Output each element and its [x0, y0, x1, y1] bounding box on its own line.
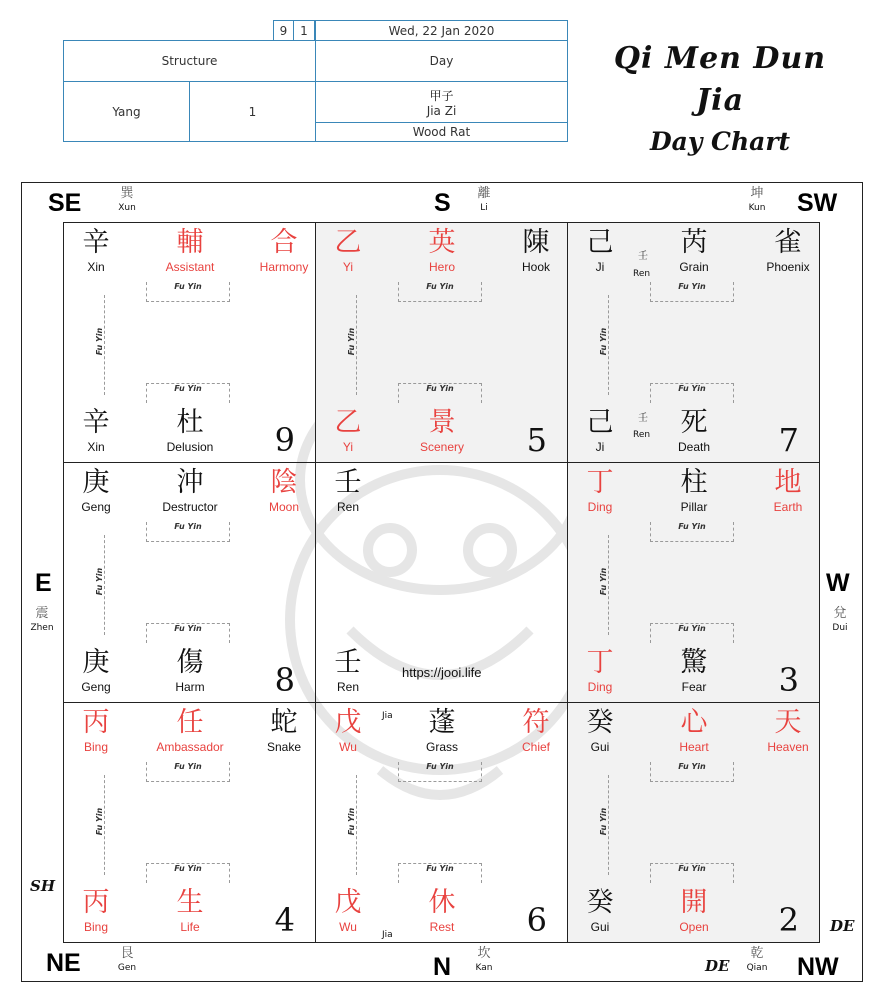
- earth-stem-name: Ji: [595, 440, 605, 454]
- door-chinese: 驚: [680, 647, 708, 678]
- chart-title: [595, 38, 845, 162]
- direction-n: N: [433, 953, 452, 981]
- deity-chinese: 陳: [522, 227, 550, 258]
- earth-stem: [568, 647, 640, 695]
- heaven-stem-chinese: 丙: [82, 707, 110, 738]
- palace-ne[interactable]: [64, 703, 316, 942]
- title-line-2: Day Chart: [649, 127, 791, 156]
- star-chinese: 任: [176, 707, 204, 738]
- heaven-stem-chinese: 辛: [82, 227, 110, 258]
- trigram-se-chinese: 巽: [120, 186, 134, 201]
- day-pillar-chinese: 甲子: [429, 88, 454, 103]
- star: [402, 707, 482, 755]
- star-name: Destructor: [162, 500, 218, 514]
- trigram-n: [464, 946, 504, 974]
- heaven-stem-name: Xin: [87, 260, 105, 274]
- yin-yang-value: Yang: [63, 81, 190, 142]
- day-pillar: [315, 81, 568, 123]
- direction-w: W: [826, 569, 850, 597]
- day-pillar-pinyin: Jia Zi: [426, 103, 457, 118]
- trigram-w-chinese: 兌: [833, 606, 847, 621]
- palace-grid: [63, 222, 820, 943]
- trigram-sw: [737, 186, 777, 214]
- deity-name: Snake: [266, 740, 302, 754]
- star: [402, 227, 482, 275]
- trigram-ne-name: Gen: [117, 963, 137, 973]
- heaven-stem-name: Yi: [342, 260, 354, 274]
- deity: [244, 707, 316, 755]
- fu-yin-bottom: Fu Yin: [146, 863, 230, 883]
- earth-stem-chinese: 丁: [586, 647, 614, 678]
- fu-yin-top: Fu Yin: [398, 762, 482, 782]
- trigram-n-chinese: 坎: [477, 946, 491, 961]
- earth-stem-name: Wu: [339, 920, 357, 934]
- deity-name: Heaven: [767, 740, 809, 754]
- fu-yin-bottom: Fu Yin: [650, 383, 734, 403]
- palace-number: 4: [274, 901, 295, 939]
- deity-name: Harmony: [259, 260, 309, 274]
- structure-number: 1: [189, 81, 316, 142]
- earth-stem-name: Bing: [83, 920, 109, 934]
- earth-stem: [64, 407, 136, 455]
- star-name: Hero: [428, 260, 455, 274]
- door-name: Rest: [429, 920, 455, 934]
- star-chinese: 心: [680, 707, 708, 738]
- earth-stem-name: Ren: [336, 680, 359, 694]
- fu-yin-bottom: Fu Yin: [650, 623, 734, 643]
- door: [402, 887, 482, 935]
- hidden-stem-bottom-name: Ren: [633, 430, 651, 440]
- door: [150, 887, 230, 935]
- fu-yin-top: Fu Yin: [146, 282, 230, 302]
- fu-yin-side: Fu Yin: [95, 807, 105, 836]
- door-name: Harm: [175, 680, 205, 694]
- trigram-e-name: Zhen: [30, 623, 54, 633]
- de-marker-bottom: DE: [705, 957, 730, 975]
- door: [150, 647, 230, 695]
- deity: [748, 707, 819, 755]
- heaven-stem-chinese: 己: [586, 227, 614, 258]
- star-chinese: 柱: [680, 467, 708, 498]
- heaven-stem-name: Geng: [81, 500, 111, 514]
- heaven-stem: [64, 467, 136, 515]
- deity-chinese: 陰: [270, 467, 298, 498]
- door-name: Open: [679, 920, 709, 934]
- palace-nw[interactable]: [568, 703, 819, 942]
- trigram-n-name: Kan: [475, 963, 493, 973]
- door: [402, 407, 482, 455]
- trigram-e-chinese: 震: [35, 606, 49, 621]
- star-name: Grain: [679, 260, 709, 274]
- deity-name: Hook: [521, 260, 550, 274]
- door-name: Death: [677, 440, 711, 454]
- palace-number: 5: [526, 421, 547, 459]
- star-chinese: 沖: [176, 467, 204, 498]
- deity-chinese: 符: [522, 707, 550, 738]
- palace-se[interactable]: [64, 223, 316, 463]
- door-chinese: 生: [176, 887, 204, 918]
- star: [150, 707, 230, 755]
- fu-yin-side: Fu Yin: [95, 327, 105, 356]
- deity-chinese: 天: [774, 707, 802, 738]
- fu-yin-top: Fu Yin: [650, 522, 734, 542]
- star: [654, 467, 734, 515]
- fu-yin-top: Fu Yin: [650, 762, 734, 782]
- earth-stem-chinese: 丙: [82, 887, 110, 918]
- star: [654, 707, 734, 755]
- fu-yin-side: Fu Yin: [347, 327, 357, 356]
- fu-yin-top: Fu Yin: [650, 282, 734, 302]
- door-name: Scenery: [419, 440, 465, 454]
- deity: [496, 707, 568, 755]
- trigram-sw-chinese: 坤: [750, 186, 764, 201]
- fu-yin-bottom: Fu Yin: [398, 383, 482, 403]
- heaven-stem: [316, 707, 388, 755]
- trigram-se: [107, 186, 147, 214]
- deity-name: Earth: [773, 500, 803, 514]
- deity: [748, 227, 819, 275]
- star-name: Grass: [425, 740, 458, 754]
- star-chinese: 芮: [680, 227, 708, 258]
- earth-stem-chinese: 庚: [82, 647, 110, 678]
- heaven-stem: [568, 467, 640, 515]
- de-marker-right: DE: [830, 917, 855, 935]
- trigram-s-name: Li: [480, 203, 488, 213]
- star-chinese: 蓬: [428, 707, 456, 738]
- trigram-nw-name: Qian: [746, 963, 768, 973]
- earth-stem: [316, 647, 388, 695]
- chart-date: Wed, 22 Jan 2020: [315, 20, 568, 41]
- heaven-stem-chinese: 庚: [82, 467, 110, 498]
- trigram-w: [820, 606, 860, 634]
- earth-stem-chinese: 戊: [334, 887, 362, 918]
- star: [654, 227, 734, 275]
- deity-name: Chief: [521, 740, 550, 754]
- fu-yin-top: Fu Yin: [146, 522, 230, 542]
- heaven-stem-chinese: 癸: [586, 707, 614, 738]
- heaven-stem-chinese: 壬: [334, 467, 362, 498]
- deity-chinese: 蛇: [270, 707, 298, 738]
- deity: [748, 467, 819, 515]
- palace-number: 3: [778, 661, 799, 699]
- trigram-s-chinese: 離: [477, 186, 491, 201]
- structure-label: Structure: [63, 40, 316, 82]
- palace-number: 8: [274, 661, 295, 699]
- star-name: Pillar: [680, 500, 708, 514]
- deity-chinese: 地: [774, 467, 802, 498]
- star-name: Ambassador: [156, 740, 224, 754]
- hidden-stem-bottom-chinese: 壬: [638, 413, 648, 424]
- earth-stem-chinese: 癸: [586, 887, 614, 918]
- door: [654, 407, 734, 455]
- heaven-stem: [316, 467, 388, 515]
- direction-sw: SW: [797, 189, 838, 217]
- earth-stem-name: Ding: [587, 680, 613, 694]
- deity-chinese: 合: [270, 227, 298, 258]
- fu-yin-side: Fu Yin: [347, 807, 357, 836]
- heaven-stem-chinese: 乙: [334, 227, 362, 258]
- direction-nw: NW: [797, 953, 839, 981]
- fu-yin-top: Fu Yin: [398, 282, 482, 302]
- palace-number: 2: [778, 901, 799, 939]
- trigram-sw-name: Kun: [748, 203, 766, 213]
- heaven-stem: [568, 227, 640, 275]
- heaven-stem-chinese: 戊: [334, 707, 362, 738]
- direction-e: E: [35, 569, 52, 597]
- trigram-ne-chinese: 艮: [120, 946, 134, 961]
- palace-s[interactable]: [316, 223, 568, 463]
- info-number-a: 9: [273, 20, 294, 41]
- door-chinese: 死: [680, 407, 708, 438]
- star: [150, 227, 230, 275]
- heaven-stem: [316, 227, 388, 275]
- earth-stem: [64, 647, 136, 695]
- earth-stem-name: Xin: [87, 440, 105, 454]
- door: [654, 647, 734, 695]
- jia-marker-top: Jia: [382, 711, 393, 721]
- trigram-ne: [107, 946, 147, 974]
- door-name: Life: [180, 920, 200, 934]
- heaven-stem-name: Ding: [587, 500, 613, 514]
- trigram-e: [22, 606, 62, 634]
- fu-yin-bottom: Fu Yin: [146, 383, 230, 403]
- earth-stem: [568, 887, 640, 935]
- trigram-w-name: Dui: [832, 623, 848, 633]
- palace-n[interactable]: [316, 703, 568, 942]
- deity-name: Phoenix: [766, 260, 810, 274]
- door-chinese: 開: [680, 887, 708, 918]
- fu-yin-side: Fu Yin: [599, 327, 609, 356]
- palace-number: 7: [778, 421, 799, 459]
- deity-chinese: 雀: [774, 227, 802, 258]
- heaven-stem-name: Wu: [339, 740, 357, 754]
- deity: [244, 467, 316, 515]
- door-chinese: 休: [428, 887, 456, 918]
- sh-marker: SH: [30, 877, 56, 895]
- direction-s: S: [434, 189, 451, 217]
- star-name: Heart: [679, 740, 709, 754]
- earth-stem-name: Yi: [342, 440, 354, 454]
- earth-stem: [568, 407, 640, 455]
- hidden-stem-top-chinese: 壬: [638, 251, 648, 262]
- earth-stem-name: Geng: [81, 680, 111, 694]
- star-chinese: 輔: [176, 227, 204, 258]
- earth-stem-name: Gui: [590, 920, 610, 934]
- door: [150, 407, 230, 455]
- trigram-nw: [737, 946, 777, 974]
- door-chinese: 景: [428, 407, 456, 438]
- website-link[interactable]: https://jooi.life: [402, 665, 482, 680]
- heaven-stem: [64, 707, 136, 755]
- chart-info-table: [63, 20, 568, 142]
- earth-stem: [316, 407, 388, 455]
- trigram-s: [464, 186, 504, 214]
- title-line-1: Qi Men Dun Jia: [613, 41, 827, 118]
- fu-yin-bottom: Fu Yin: [398, 863, 482, 883]
- palace-e[interactable]: [64, 463, 316, 703]
- fu-yin-side: Fu Yin: [599, 807, 609, 836]
- fu-yin-top: Fu Yin: [146, 762, 230, 782]
- fu-yin-bottom: Fu Yin: [146, 623, 230, 643]
- heaven-stem-name: Ji: [595, 260, 605, 274]
- earth-stem: [316, 887, 388, 935]
- door-name: Fear: [681, 680, 707, 694]
- fu-yin-side: Fu Yin: [599, 567, 609, 596]
- info-number-b: 1: [293, 20, 315, 41]
- door-name: Delusion: [166, 440, 214, 454]
- fu-yin-bottom: Fu Yin: [650, 863, 734, 883]
- palace-sw[interactable]: [568, 223, 819, 463]
- earth-stem-chinese: 己: [586, 407, 614, 438]
- heaven-stem-name: Ren: [336, 500, 359, 514]
- star-chinese: 英: [428, 227, 456, 258]
- palace-number: 9: [274, 421, 295, 459]
- deity: [496, 227, 568, 275]
- star-name: Assistant: [165, 260, 215, 274]
- door: [654, 887, 734, 935]
- jia-marker-bottom: Jia: [382, 930, 393, 940]
- palace-w[interactable]: [568, 463, 819, 703]
- day-label: Day: [315, 40, 568, 82]
- earth-stem-chinese: 乙: [334, 407, 362, 438]
- heaven-stem: [64, 227, 136, 275]
- direction-se: SE: [48, 189, 82, 217]
- earth-stem: [64, 887, 136, 935]
- heaven-stem: [568, 707, 640, 755]
- deity-name: Moon: [268, 500, 300, 514]
- door-chinese: 杜: [176, 407, 204, 438]
- fu-yin-side: Fu Yin: [95, 567, 105, 596]
- hidden-stem-top-name: Ren: [633, 269, 651, 279]
- trigram-se-name: Xun: [118, 203, 136, 213]
- direction-ne: NE: [46, 949, 81, 977]
- day-element-animal: Wood Rat: [315, 122, 568, 142]
- door-chinese: 傷: [176, 647, 204, 678]
- earth-stem-chinese: 辛: [82, 407, 110, 438]
- heaven-stem-chinese: 丁: [586, 467, 614, 498]
- deity: [244, 227, 316, 275]
- earth-stem-chinese: 壬: [334, 647, 362, 678]
- star: [150, 467, 230, 515]
- trigram-nw-chinese: 乾: [750, 946, 764, 961]
- heaven-stem-name: Bing: [83, 740, 109, 754]
- palace-number: 6: [526, 901, 547, 939]
- heaven-stem-name: Gui: [590, 740, 610, 754]
